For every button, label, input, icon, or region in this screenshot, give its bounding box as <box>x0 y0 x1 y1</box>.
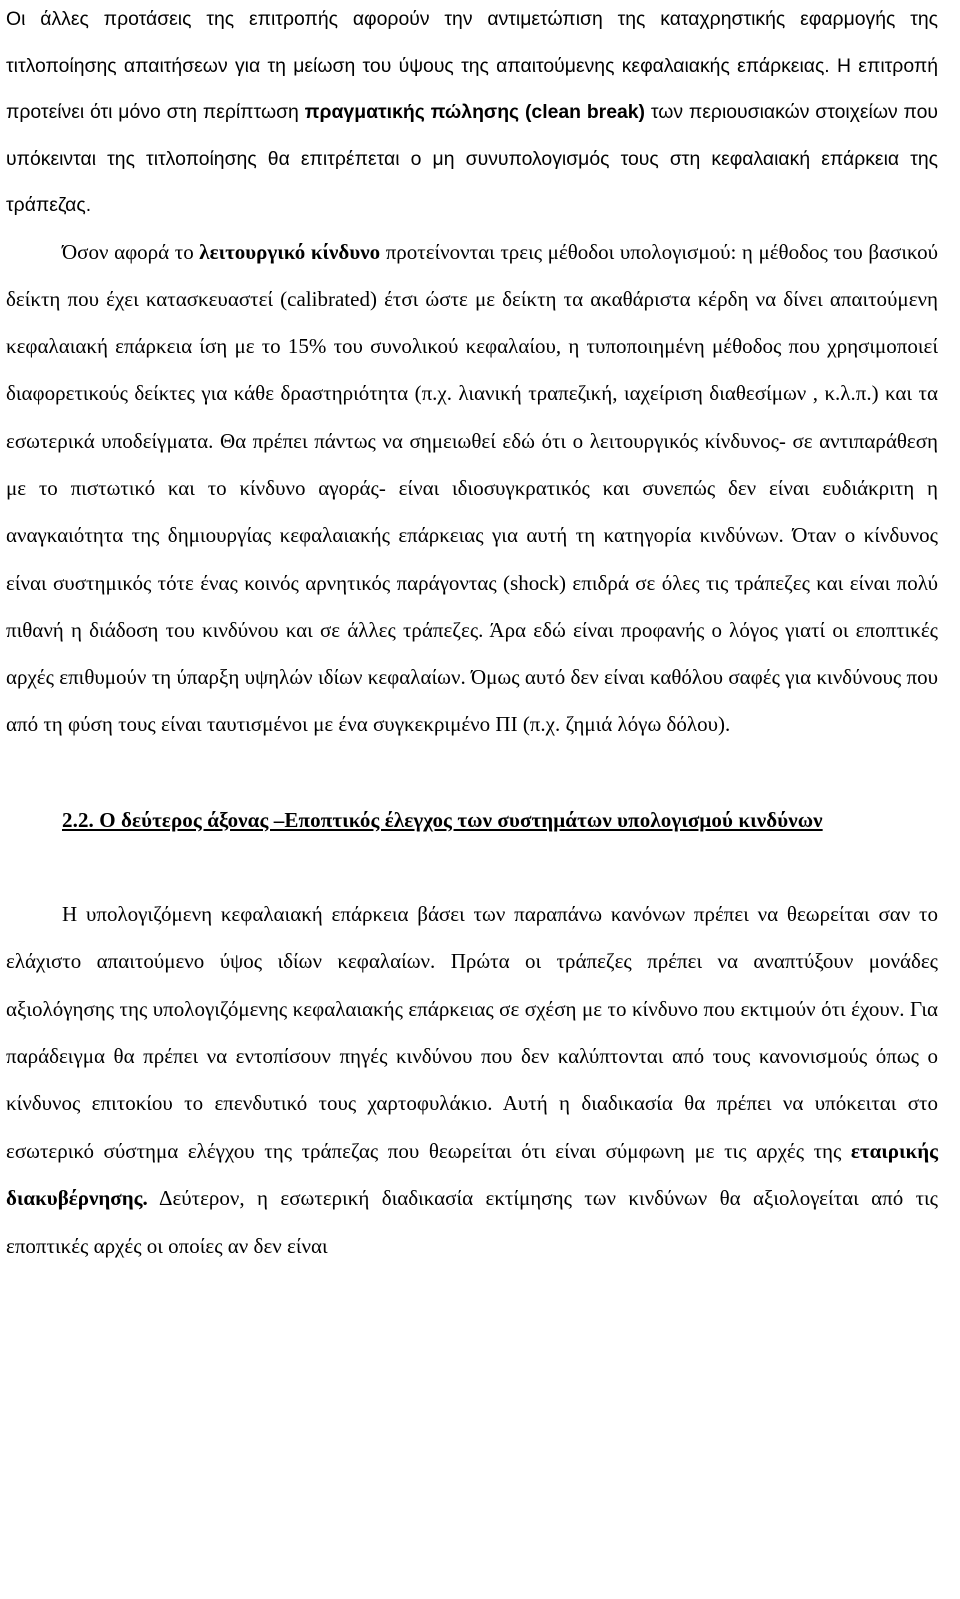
document-page <box>6 0 938 1270</box>
bold-term-corporate-governance: εταιρικής διακυβέρνησης. <box>6 1138 938 1211</box>
text-run: των περιουσιακών στοιχείων που υπόκεινται της τιτλοποίησης θα επιτρέπεται ο μη συνυπολογισμός τους στη κεφαλαιακή επάρκεια της τράπεζας. <box>6 101 938 216</box>
bold-term-operational-risk: λειτουργικό κίνδυνο <box>199 239 381 264</box>
section-spacer <box>6 843 938 891</box>
text-run: Οι άλλες προτάσεις της επιτροπής αφορούν την αντιμετώπιση της καταχρηστικής εφαρμογής της τιτλοποίησης απαιτήσεων για τη μείωση του ύψους της απαιτούμενης κεφαλαιακής επάρκειας. Η επιτροπή προτείνει ότι μόνο στη περίπτωση <box>6 8 938 123</box>
text-run: προτείνονται τρεις μέθοδοι υπολογισμού: η μέθοδος του βασικού δείκτη που έχει κατασκευαστεί (calibrated) έτσι ώστε με δείκτη τα ακαθάριστα κέρδη να δίνει απαιτούμενη κεφαλαιακή επάρκεια ίση με το 15% του συνολικού κεφαλαίου, η τυποποιημένη μέθοδος που χρησιμοποιεί διαφορετικούς δείκτες για κάθε δραστηριότητα (π.χ. λιανική τραπεζική, ιαχείριση διαθεσίμων , κ.λ.π.) και τα εσωτερικά υποδείγματα. Θα πρέπει πάντως να σημειωθεί εδώ ότι ο λειτουργικός κίνδυνος- σε αντιπαράθεση με το πιστωτικό και το κίνδυνο αγοράς- είναι ιδιοσυγκρατικός και συνεπώς δεν είναι ευδιάκριτη η αναγκαιότητα της δημιουργίας κεφαλαιακής επάρκειας για αυτή τη κατηγορία κινδύνων. Όταν ο κίνδυνος είναι συστημικός τότε ένας κοινός αρνητικός παράγοντας (shock) επιδρά σε όλες τις τράπεζες και είναι πολύ πιθανή η διάδοση του κινδύνου και σε άλλες τράπεζες. Άρα εδώ είναι προφανής ο λόγος γιατί οι εποπτικές αρχές επιθυμούν τη ύπαρξη υψηλών ιδίων κεφαλαίων. Όμως αυτό δεν είναι καθόλου σαφές για κινδύνους που από τη φύση τους είναι ταυτισμένοι με ένα συγκεκριμένο ΠΙ (π.χ. ζημιά λόγω δόλου). <box>6 239 938 737</box>
paragraph-securitization <box>6 0 938 229</box>
bold-term-clean-break: πραγματικής πώλησης (clean break) <box>304 101 646 123</box>
text-run: Δεύτερον, η εσωτερική διαδικασία εκτίμησης των κινδύνων θα αξιολογείται από τις εποπτικές αρχές οι οποίες αν δεν είναι <box>6 1186 938 1258</box>
text-run: Όσον αφορά το <box>62 239 200 264</box>
text-run: Η υπολογιζόμενη κεφαλαιακή επάρκεια βάσει των παραπάνω κανόνων πρέπει να θεωρείται σαν το ελάχιστο απαιτούμενο ύψος ιδίων κεφαλαίων. Πρώτα οι τράπεζες πρέπει να αναπτύξουν μονάδες αξιολόγησης της υπολογιζόμενης κεφαλαιακής επάρκειας σε σχέση με το κίνδυνο που εκτιμούν ότι έχουν. Για παράδειγμα θα πρέπει να εντοπίσουν πηγές κινδύνου που δεν καλύπτονται από τους κανονισμούς όπως ο κίνδυνος επιτοκίου το επενδυτικό τους χαρτοφυλάκιο. Αυτή η διαδικασία θα πρέπει να υπόκειται στο εσωτερικό σύστημα ελέγχου της τράπεζας που θεωρείται ότι είναι σύμφωνη με τις αρχές της <box>6 901 938 1163</box>
section-heading: 2.2. Ο δεύτερος άξονας –Εποπτικός έλεγχος των συστημάτων υπολογισμού κινδύνων <box>62 807 823 832</box>
paragraph-operational-risk <box>6 229 938 749</box>
paragraph-supervisory-review <box>6 891 938 1270</box>
